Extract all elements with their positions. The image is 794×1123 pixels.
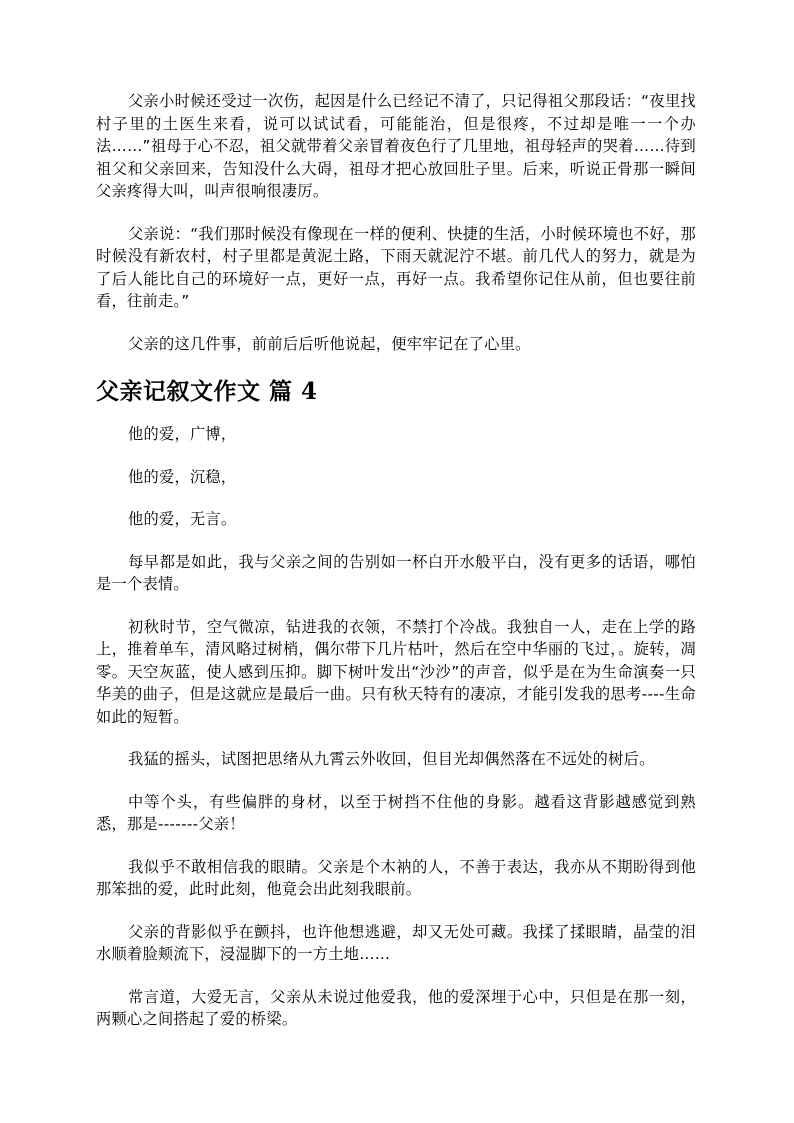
paragraph: 他的爱，无言。	[128, 510, 237, 528]
paragraph: 我猛的摇头，试图把思绪从九霄云外收回，但目光却偶然落在不远处的树后。	[128, 750, 655, 768]
paragraph: 父亲说：“我们那时候没有像现在一样的便利、快捷的生活，小时候环境也不好，那时候没有新农村，村子里都是黄泥土路，下雨天就泥泞不堪。前几代人的努力，就是为了后人能比自己的环境好一点，更好一点，再好一点。我希望你记住从前，但也要往前看，往前走。”	[96, 224, 696, 310]
paragraph: 父亲的这几件事，前前后后听他说起，便牢牢记在了心里。	[128, 334, 531, 353]
paragraph: 我似乎不敢相信我的眼睛。父亲是个木衲的人，不善于表达，我亦从不期盼得到他那笨拙的爱，此时此刻，他竟会出此刻我眼前。	[96, 857, 696, 898]
paragraph: 父亲小时候还受过一次伤，起因是什么已经记不清了，只记得祖父那段话：“夜里找村子里的土医生来看，说可以试试看，可能能治，但是很疼，不过却是唯一一个办法……”祖母于心不忍，祖父就带着父亲冒着夜色行了几里地，祖母轻声的哭着……待到祖父和父亲回来，告知没什么大碍，祖母才把心放回肚子里。后来，听说正骨那一瞬间父亲疼得大叫，叫声很响很凄厉。	[96, 92, 696, 200]
paragraph: 每早都是如此，我与父亲之间的告别如一杯白开水般平白，没有更多的话语，哪怕是一个表情。	[96, 552, 696, 593]
paragraph: 父亲的背影似乎在颤抖，也许他想逃避，却又无处可藏。我揉了揉眼睛，晶莹的泪水顺着脸颊流下，浸湿脚下的一方土地……	[96, 922, 696, 963]
paragraph: 他的爱，沉稳，	[128, 467, 237, 486]
document-page	[96, 90, 696, 1051]
paragraph: 他的爱，广博，	[128, 425, 237, 443]
paragraph: 常言道，大爱无言，父亲从未说过他爱我，他的爱深埋于心中，只但是在那一刻，两颗心之间搭起了爱的桥梁。	[96, 987, 696, 1028]
section-heading: 父亲记叙文作文 篇 4	[96, 378, 318, 405]
paragraph: 初秋时节，空气微凉，钻进我的衣领，不禁打个冷战。我独自一人，走在上学的路上，推着单车，清风略过树梢，偶尔带下几片枯叶，然后在空中华丽的飞过，。旋转，凋零。天空灰蓝，使人感到压抑。脚下树叶发出“沙沙”的声音，似乎是在为生命演奏一只华美的曲子，但是这就应是最后一曲。只有秋天特有的凄凉，才能引发我的思考----生命如此的短暂。	[96, 617, 696, 726]
paragraph: 中等个头，有些偏胖的身材，以至于树挡不住他的身影。越看这背影越感觉到熟悉，那是-------父亲！	[96, 792, 696, 833]
